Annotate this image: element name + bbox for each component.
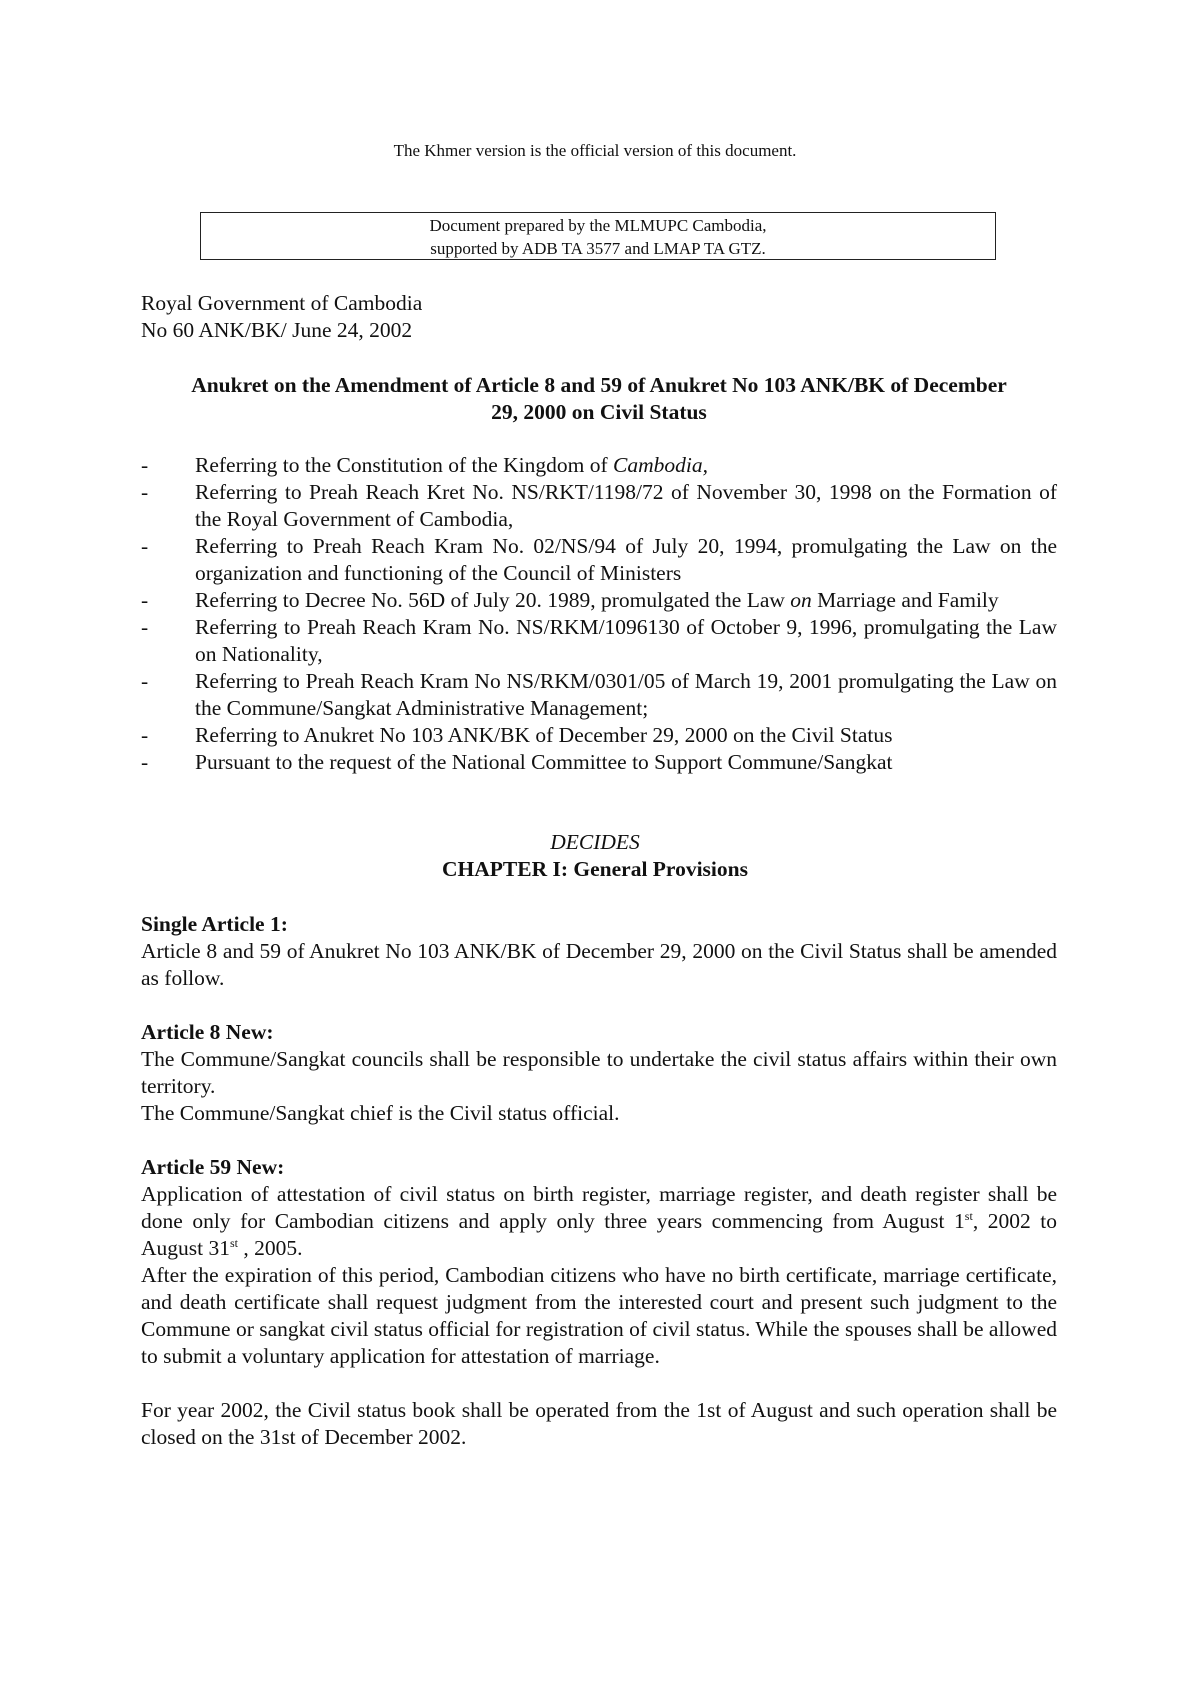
list-dash: - [141,723,149,747]
reference-text: Marriage and Family [811,588,999,612]
references-list [141,452,1057,776]
reference-text: Referring to the Constitution of the Kingdom of [195,453,614,477]
closing-paragraph: For year 2002, the Civil status book shall be operated from the 1st of August and such operation shall be closed on the 31st of December 2002. [141,1398,1057,1449]
reference-text: Referring to Preah Reach Kret No. NS/RKT/1198/72 of November 30, 1998 on the Formation of the Royal Government of Cambodia, [195,480,1057,531]
article-59-text: , 2005. [238,1236,303,1260]
reference-italic: Cambodia, [613,453,708,477]
decree-number: No 60 ANK/BK/ June 24, 2002 [141,318,413,342]
article-59-paragraph-2: After the expiration of this period, Cambodian citizens who have no birth certificate, marriage certificate, and death certificate shall request judgment from the interested court and present such judgment to the Commune or sangkat civil status official for registration of civil status. While the spouses shall be allowed to submit a voluntary application for attestation of marriage. [141,1263,1057,1368]
preparation-note-line-1: Document prepared by the MLMUPC Cambodia, [429,216,767,235]
list-dash: - [141,480,149,504]
reference-italic: on [790,588,812,612]
single-article-section [141,911,1057,992]
reference-item [141,587,1057,614]
preparation-note-line-2: supported by ADB TA 3577 and LMAP TA GTZ. [430,239,766,258]
article-8-paragraph-1: The Commune/Sangkat councils shall be responsible to undertake the civil status affairs within their own territory. [141,1047,1057,1098]
reference-item [141,668,1057,722]
title-line-1: Anukret on the Amendment of Article 8 and 59 of Anukret No 103 ANK/BK of December [191,373,1007,397]
article-59-heading: Article 59 New: [141,1155,285,1179]
list-dash: - [141,750,149,774]
preparation-note-box [200,212,996,260]
document-title [141,372,1057,426]
reference-item [141,722,1057,749]
reference-text: Pursuant to the request of the National Committee to Support Commune/Sangkat [195,750,893,774]
article-59-paragraph-1 [141,1181,1057,1262]
issuer-block [141,290,1057,344]
title-line-2: 29, 2000 on Civil Status [491,400,707,424]
issuer-name: Royal Government of Cambodia [141,291,423,315]
article-8-section [141,1019,1057,1127]
article-8-heading: Article 8 New: [141,1020,274,1044]
article-59-section [141,1154,1057,1370]
reference-text: Referring to Decree No. 56D of July 20. 1989, promulgated the Law [195,588,791,612]
decides-heading: DECIDES [550,830,640,854]
list-dash: - [141,615,149,639]
reference-item [141,533,1057,587]
single-article-text: Article 8 and 59 of Anukret No 103 ANK/BK of December 29, 2000 on the Civil Status shall be amended as follow. [141,939,1057,990]
reference-item [141,452,1057,479]
reference-text: Referring to Preah Reach Kram No. NS/RKM/1096130 of October 9, 1996, promulgating the Law on Nationality, [195,615,1057,666]
reference-item [141,479,1057,533]
ordinal-superscript: st [964,1208,973,1223]
list-dash: - [141,534,149,558]
list-dash: - [141,453,149,477]
ordinal-superscript: st [230,1235,239,1250]
list-dash: - [141,588,149,612]
article-59-text: Application of attestation of civil status on birth register, marriage register, and death register shall be done only for Cambodian citizens and apply only three years commencing from August 1 [141,1182,1057,1233]
reference-item [141,614,1057,668]
article-8-paragraph-2: The Commune/Sangkat chief is the Civil status official. [141,1101,620,1125]
single-article-heading: Single Article 1: [141,912,288,936]
reference-text: Referring to Preah Reach Kram No NS/RKM/0301/05 of March 19, 2001 promulgating the Law on the Commune/Sangkat Administrative Management; [195,669,1057,720]
reference-text: Referring to Anukret No 103 ANK/BK of December 29, 2000 on the Civil Status [195,723,893,747]
chapter-heading: CHAPTER I: General Provisions [442,857,748,881]
article-59-text: , 2002 to August 31 [141,1209,1057,1260]
official-version-notice: The Khmer version is the official version of this document. [393,141,797,160]
list-dash: - [141,669,149,693]
reference-item [141,749,1057,776]
reference-text: Referring to Preah Reach Kram No. 02/NS/94 of July 20, 1994, promulgating the Law on the organization and functioning of the Council of Ministers [195,534,1057,585]
